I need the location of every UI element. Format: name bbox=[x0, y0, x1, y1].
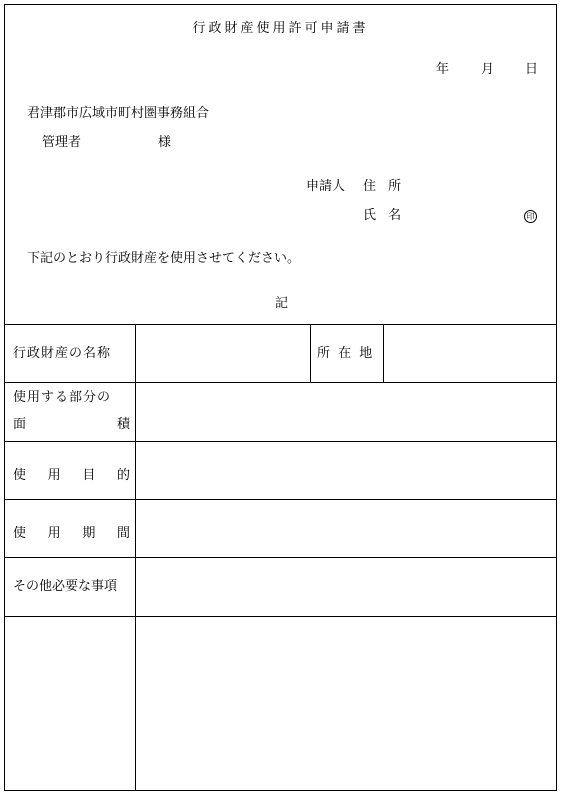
purpose-label bbox=[13, 464, 130, 483]
purpose-char-3: 目 bbox=[82, 468, 96, 483]
period-char-4: 間 bbox=[116, 526, 130, 541]
table-top-border bbox=[5, 324, 556, 325]
period-label bbox=[13, 522, 130, 541]
other-matters-field[interactable] bbox=[139, 561, 553, 613]
other-matters-label: その他必要な事項 bbox=[13, 579, 118, 594]
period-char-1: 使 bbox=[13, 526, 27, 541]
area-label-line1: 使用する部分の bbox=[13, 390, 112, 405]
applicant-name-label: 氏 名 bbox=[363, 208, 406, 223]
ki-heading: 記 bbox=[275, 296, 289, 311]
property-name-label: 行政財産の名称 bbox=[13, 346, 112, 361]
date-day-label: 日 bbox=[525, 62, 539, 77]
row-divider-5 bbox=[5, 616, 556, 617]
period-char-3: 期 bbox=[82, 526, 96, 541]
label-column-divider bbox=[135, 324, 136, 790]
purpose-char-1: 使 bbox=[13, 468, 27, 483]
location-label-left-divider bbox=[310, 324, 311, 382]
purpose-field[interactable] bbox=[139, 445, 553, 496]
location-field[interactable] bbox=[387, 339, 553, 379]
row-divider-4 bbox=[5, 557, 556, 558]
date-month-label: 月 bbox=[481, 62, 495, 77]
form-title: 行政財産使用許可申請書 bbox=[192, 21, 369, 36]
period-char-2: 用 bbox=[47, 526, 61, 541]
location-label-right-divider bbox=[383, 324, 384, 382]
addressee-role: 管理者 bbox=[42, 135, 82, 150]
row-divider-2 bbox=[5, 441, 556, 442]
property-name-field[interactable] bbox=[139, 339, 307, 379]
request-statement: 下記のとおり行政財産を使用させてください。 bbox=[27, 251, 301, 266]
application-form bbox=[4, 4, 557, 791]
purpose-char-4: 的 bbox=[116, 468, 130, 483]
purpose-char-2: 用 bbox=[47, 468, 61, 483]
applicant-label: 申請人 bbox=[306, 179, 346, 194]
row-divider-3 bbox=[5, 499, 556, 500]
area-label-line2-left: 面 bbox=[13, 417, 27, 432]
notes-field[interactable] bbox=[139, 620, 553, 786]
area-label-line2-right: 積 bbox=[117, 417, 131, 432]
applicant-address-label: 住 所 bbox=[363, 179, 406, 194]
addressee-organization: 君津郡市広域市町村圏事務組合 bbox=[27, 106, 210, 121]
seal-mark-icon: 印 bbox=[524, 210, 537, 223]
location-label: 所 在 地 bbox=[317, 346, 375, 361]
addressee-honorific: 様 bbox=[158, 135, 172, 150]
row-divider-1 bbox=[5, 382, 556, 383]
period-field[interactable] bbox=[139, 503, 553, 554]
area-field[interactable] bbox=[139, 386, 553, 438]
date-year-label: 年 bbox=[436, 62, 450, 77]
